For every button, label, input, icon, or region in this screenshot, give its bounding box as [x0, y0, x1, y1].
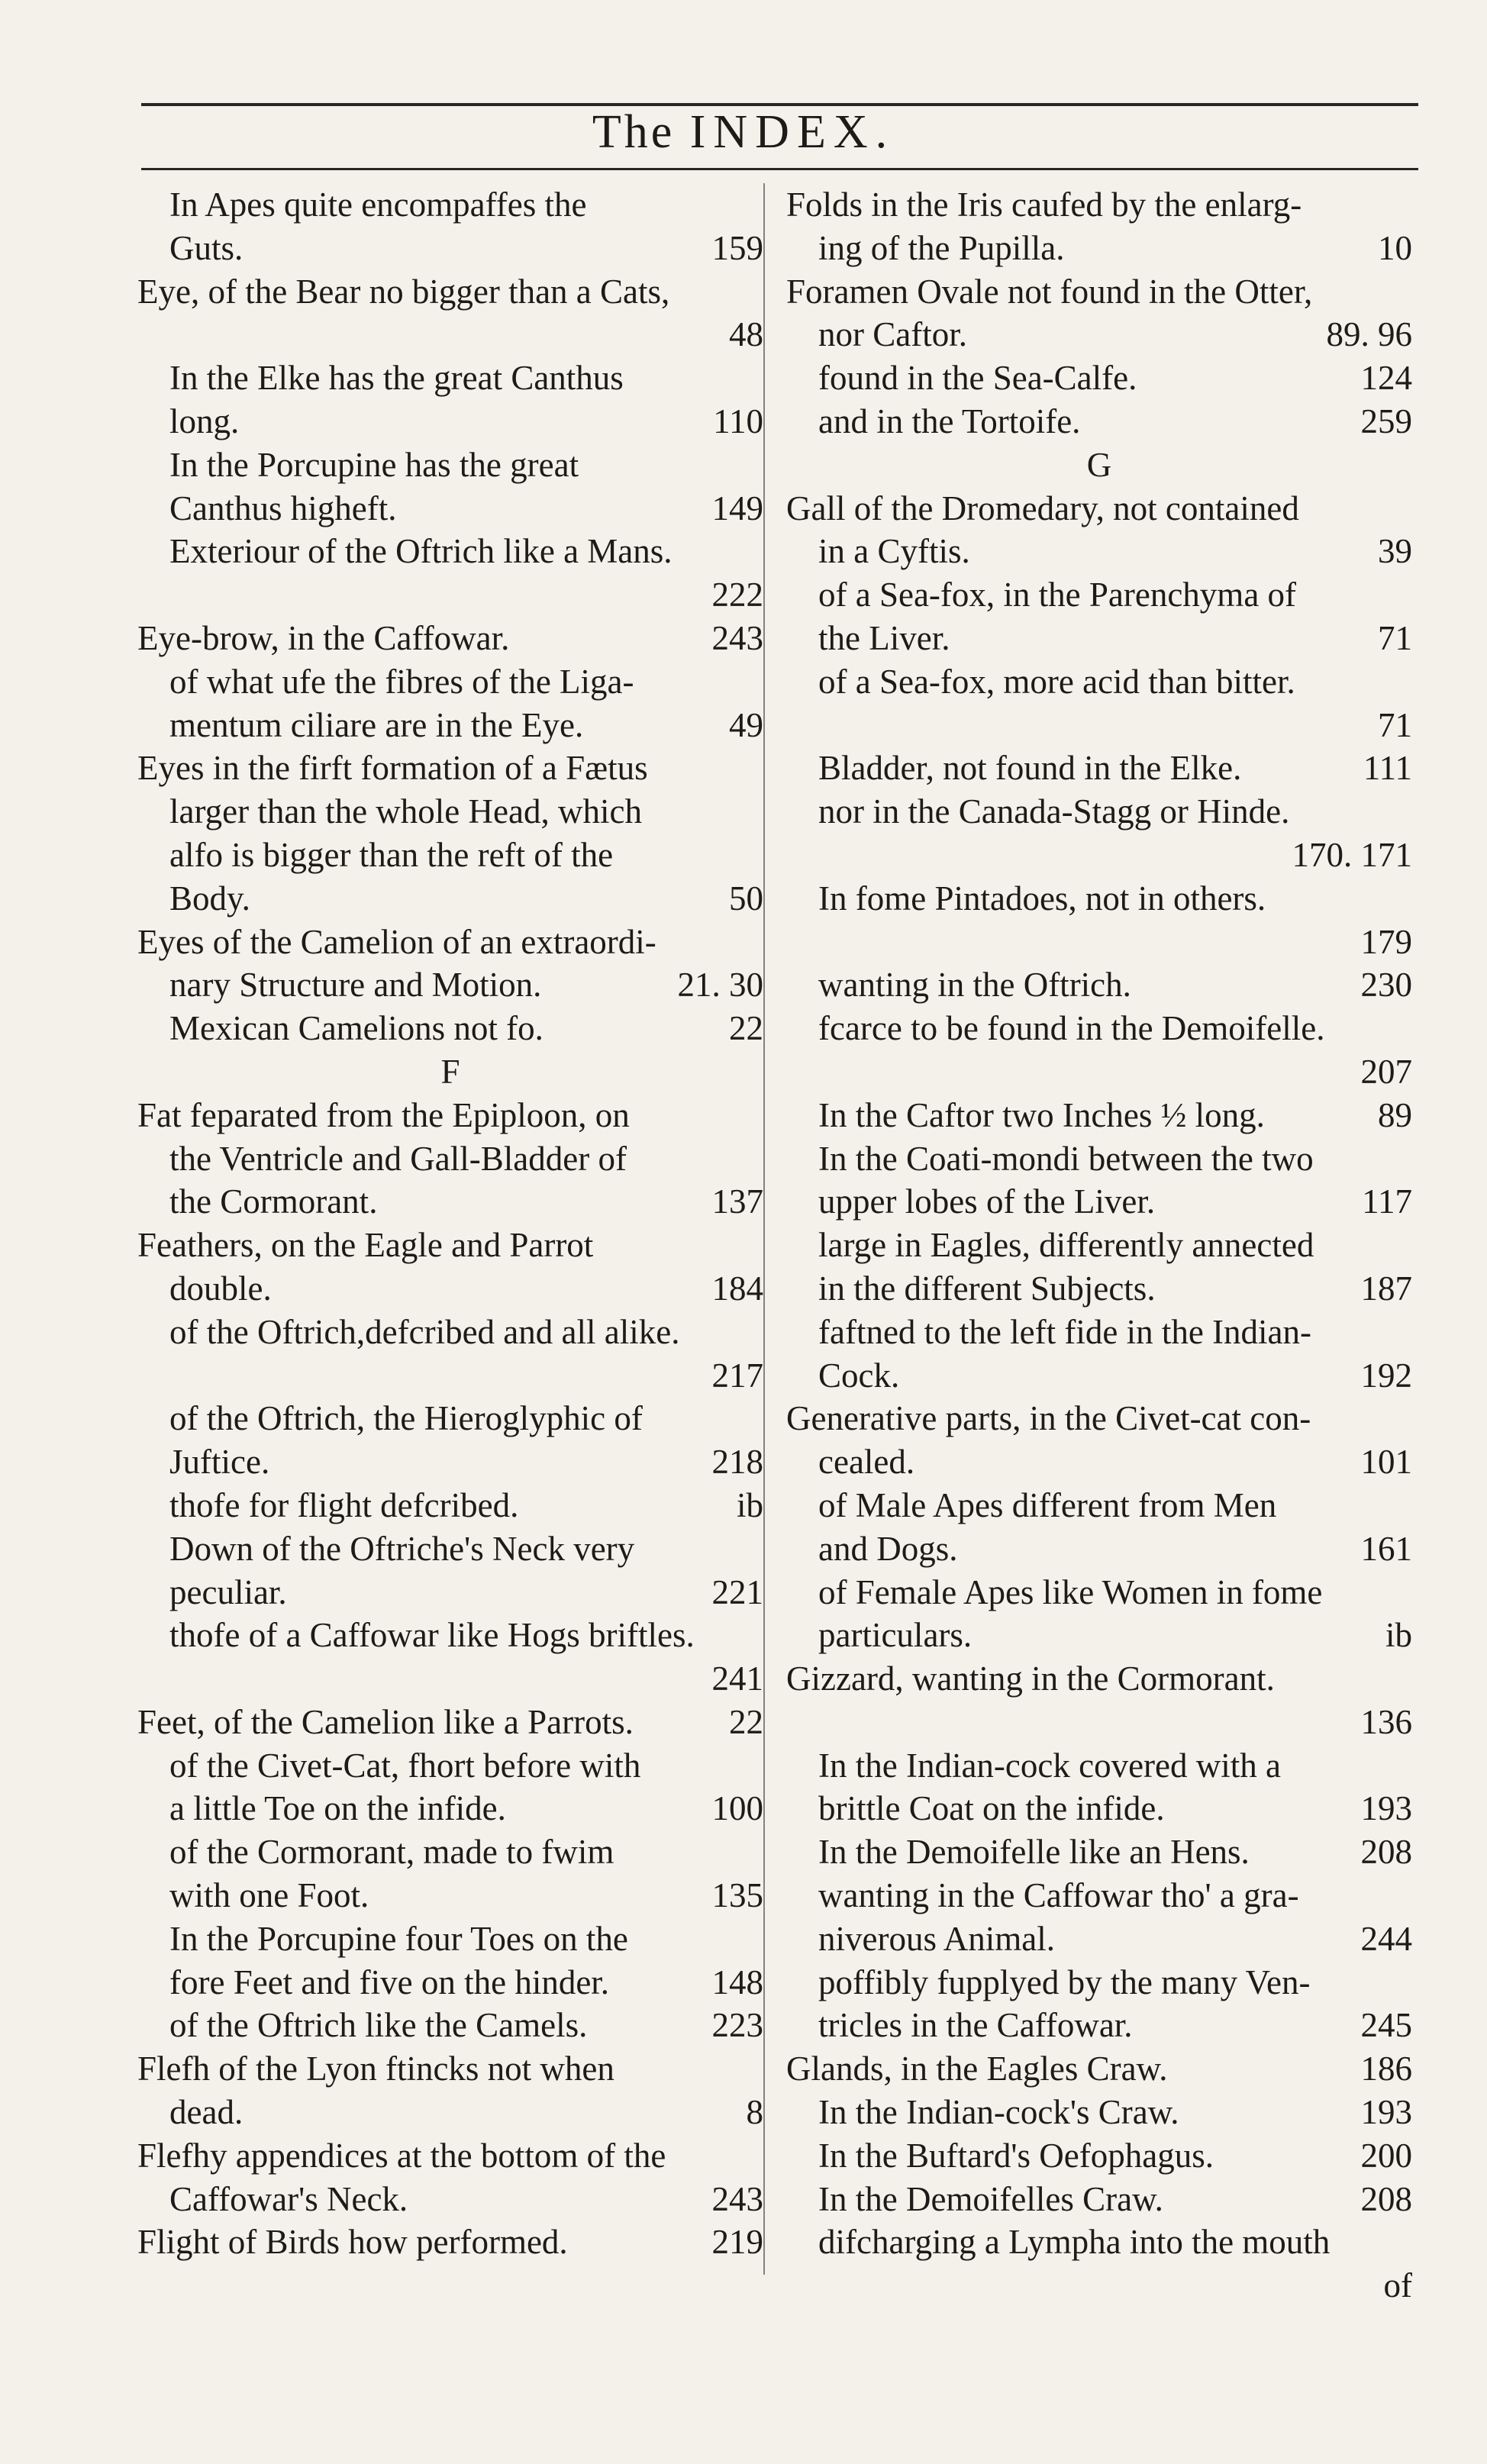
- index-line-text: the Liver.: [818, 618, 950, 657]
- index-page-number: 243: [711, 2179, 763, 2218]
- index-page-number: 22: [729, 1702, 763, 1741]
- index-line-text: and in the Tortoife.: [818, 402, 1081, 440]
- index-line-text: Eyes in the firft formation of a Fætus: [137, 749, 648, 788]
- index-line: [137, 1874, 763, 1917]
- index-line-text: wanting in the Oftrich.: [818, 966, 1131, 1005]
- index-page-number: 200: [1360, 2136, 1412, 2175]
- index-page-number: 137: [711, 1182, 763, 1221]
- index-page-number: 100: [711, 1789, 763, 1828]
- index-line: [137, 747, 763, 790]
- index-line-text: wanting in the Caffowar tho' a gra-: [818, 1876, 1299, 1915]
- index-line: [786, 487, 1412, 531]
- index-page-number: 187: [1360, 1269, 1412, 1308]
- index-line-text: Folds in the Iris caufed by the enlarg-: [786, 185, 1302, 224]
- index-line-text: Guts.: [169, 228, 244, 267]
- index-page-number: 71: [1378, 705, 1412, 744]
- index-line: [137, 313, 763, 356]
- index-page-number: 159: [711, 228, 763, 267]
- index-page-number: 8: [746, 2093, 763, 2132]
- index-line-text: large in Eagles, differently annected: [818, 1226, 1314, 1265]
- index-line-text: of the Oftrich,defcribed and all alike.: [169, 1312, 680, 1351]
- index-line: [786, 1830, 1412, 1874]
- index-page-number: 186: [1360, 2050, 1412, 2088]
- index-line-text: Exteriour of the Oftrich like a Mans.: [169, 532, 673, 571]
- index-page-number: 245: [1360, 2006, 1412, 2045]
- index-line: [137, 2134, 763, 2178]
- index-page-number: 184: [711, 1269, 763, 1308]
- index-line: [137, 443, 763, 487]
- index-line: [137, 1311, 763, 1354]
- header-bottom-rule: [141, 168, 1418, 170]
- index-page-number: 111: [1363, 749, 1412, 788]
- index-page-number: 71: [1378, 618, 1412, 657]
- index-line: [786, 1137, 1412, 1181]
- index-line: [137, 1354, 763, 1398]
- index-line: [786, 1007, 1412, 1050]
- index-line: [137, 1527, 763, 1571]
- index-line: [786, 356, 1412, 400]
- index-line: [786, 704, 1412, 747]
- index-line-text: Eye-brow, in the Caffowar.: [137, 618, 510, 657]
- index-line-text: Juftice.: [169, 1443, 270, 1482]
- index-page-number: 221: [711, 1572, 763, 1611]
- index-page-number: 50: [729, 879, 763, 918]
- index-line-text: Foramen Ovale not found in the Otter,: [786, 272, 1313, 311]
- index-line: [137, 1701, 763, 1744]
- index-line: [786, 2178, 1412, 2221]
- index-page-number: 193: [1360, 2093, 1412, 2132]
- index-line: [137, 183, 763, 227]
- index-line-text: In the Elke has the great Canthus: [169, 359, 624, 398]
- index-page-number: 222: [711, 576, 763, 614]
- index-line: [137, 2091, 763, 2134]
- index-line: [137, 1224, 763, 1267]
- index-line-text: of the Oftrich, the Hieroglyphic of: [169, 1399, 643, 1438]
- index-line: [137, 963, 763, 1007]
- index-line: [137, 487, 763, 531]
- index-line-text: fcarce to be found in the Demoifelle.: [818, 1009, 1325, 1048]
- index-line: [137, 617, 763, 660]
- index-line-text: Down of the Oftriche's Neck very: [169, 1529, 635, 1568]
- index-line-text: In the Buftard's Oefophagus.: [818, 2136, 1214, 2175]
- index-line-text: with one Foot.: [169, 1876, 369, 1915]
- index-line-text: Fat feparated from the Epiploon, on: [137, 1095, 630, 1134]
- index-line-text: Flefhy appendices at the bottom of the: [137, 2136, 666, 2175]
- index-line: [137, 1657, 763, 1701]
- right-column: [786, 183, 1412, 2308]
- index-line: [786, 617, 1412, 660]
- index-line-text: nor in the Canada-Stagg or Hinde.: [818, 792, 1290, 831]
- index-line-text: Caffowar's Neck.: [169, 2179, 408, 2218]
- index-line: [137, 704, 763, 747]
- index-line: [786, 2221, 1412, 2264]
- index-page-number: 136: [1360, 1702, 1412, 1741]
- index-page-number: 179: [1360, 922, 1412, 961]
- index-line: [786, 2047, 1412, 2091]
- index-page-number: 193: [1360, 1789, 1412, 1828]
- index-line: [137, 1440, 763, 1484]
- index-line: [786, 921, 1412, 964]
- index-line: [786, 834, 1412, 877]
- index-line: [786, 2264, 1412, 2308]
- index-page-number: 49: [729, 705, 763, 744]
- index-line: [786, 1180, 1412, 1224]
- index-line: [137, 1484, 763, 1527]
- index-line-text: In the Indian-cock's Craw.: [818, 2093, 1179, 2132]
- index-line: [137, 921, 763, 964]
- index-line: [137, 1787, 763, 1830]
- index-line-text: Gall of the Dromedary, not contained: [786, 489, 1299, 527]
- index-page-number: 39: [1378, 532, 1412, 571]
- index-line: [786, 1614, 1412, 1657]
- index-line-text: Eye, of the Bear no bigger than a Cats,: [137, 272, 670, 311]
- index-line: [786, 1311, 1412, 1354]
- index-line: [137, 356, 763, 400]
- index-page-number: 219: [711, 2223, 763, 2262]
- index-page-number: ib: [1385, 1616, 1412, 1655]
- index-line-text: niverous Animal.: [818, 1919, 1055, 1958]
- index-line-text: of Male Apes different from Men: [818, 1485, 1277, 1524]
- index-line-text: mentum ciliare are in the Eye.: [169, 705, 584, 744]
- index-line-text: In the Coati-mondi between the two: [818, 1139, 1314, 1178]
- index-line-text: a little Toe on the infide.: [169, 1789, 506, 1828]
- index-line-text: In the Porcupine has the great: [169, 445, 579, 484]
- index-page-number: 223: [711, 2006, 763, 2045]
- index-page-number: 208: [1360, 1833, 1412, 1872]
- index-line-text: of the Civet-Cat, fhort before with: [169, 1746, 641, 1785]
- index-line: [786, 660, 1412, 704]
- index-line-text: In Apes quite encompaffes the: [169, 185, 587, 224]
- index-page-number: 110: [713, 402, 763, 440]
- index-line-text: cealed.: [818, 1443, 915, 1482]
- index-line-text: of the Cormorant, made to fwim: [169, 1833, 614, 1872]
- index-line: [786, 1484, 1412, 1527]
- index-line-text: particulars.: [818, 1616, 973, 1655]
- index-page-number: 208: [1360, 2179, 1412, 2218]
- index-page-number: 217: [711, 1356, 763, 1395]
- index-page-number: 135: [711, 1876, 763, 1915]
- index-line: [137, 1830, 763, 1874]
- index-line: [786, 877, 1412, 921]
- index-page-number: 230: [1360, 966, 1412, 1005]
- header-title: INDEX.: [689, 106, 895, 158]
- index-line-text: In the Porcupine four Toes on the: [169, 1919, 628, 1958]
- index-line: [786, 1961, 1412, 2004]
- index-line-text: tricles in the Caffowar.: [818, 2006, 1133, 2045]
- index-line: [786, 1917, 1412, 1961]
- index-line: [786, 1701, 1412, 1744]
- index-line: [137, 573, 763, 617]
- index-line: [786, 1874, 1412, 1917]
- index-line: [137, 2004, 763, 2047]
- index-page-number: 259: [1360, 402, 1412, 440]
- index-line: [786, 1094, 1412, 1137]
- index-line-text: and Dogs.: [818, 1529, 958, 1568]
- index-line-text: poffibly fupplyed by the many Ven-: [818, 1962, 1311, 2001]
- index-line-text: In the Indian-cock covered with a: [818, 1746, 1281, 1785]
- index-line-text: In the Demoifelle like an Hens.: [818, 1833, 1250, 1872]
- index-line-text: nary Structure and Motion.: [169, 966, 542, 1005]
- index-page-number: 124: [1360, 359, 1412, 398]
- index-line: [137, 1094, 763, 1137]
- index-page-number: 117: [1362, 1182, 1412, 1221]
- index-line-text: peculiar.: [169, 1572, 287, 1611]
- index-line-text: G: [1086, 445, 1112, 484]
- index-line: [786, 1571, 1412, 1614]
- index-line-text: Gizzard, wanting in the Cormorant.: [786, 1659, 1275, 1698]
- index-page-number: 148: [711, 1962, 763, 2001]
- index-line: [786, 1744, 1412, 1788]
- index-line-text: of a Sea-fox, more acid than bitter.: [818, 662, 1295, 701]
- index-line-text: In fome Pintadoes, not in others.: [818, 879, 1266, 918]
- index-letter-heading: [786, 443, 1412, 487]
- index-line: [137, 1180, 763, 1224]
- index-line: [786, 1397, 1412, 1440]
- index-line-text: thofe for flight defcribed.: [169, 1485, 519, 1524]
- index-line-text: of a Sea-fox, in the Parenchyma of: [818, 576, 1297, 614]
- index-line: [137, 400, 763, 443]
- index-line-text: F: [440, 1052, 460, 1091]
- column-divider: [763, 183, 765, 2275]
- index-line: [137, 2221, 763, 2264]
- index-line: [786, 790, 1412, 834]
- index-line: [137, 1614, 763, 1657]
- index-line-text: Canthus higheft.: [169, 489, 397, 527]
- index-line: [137, 270, 763, 314]
- index-line-text: upper lobes of the Liver.: [818, 1182, 1156, 1221]
- index-line: [786, 313, 1412, 356]
- index-line-text: double.: [169, 1269, 272, 1308]
- index-line: [786, 530, 1412, 573]
- index-line-text: found in the Sea-Calfe.: [818, 359, 1137, 398]
- index-page-number: 207: [1360, 1052, 1412, 1091]
- index-line: [137, 2178, 763, 2221]
- index-line: [786, 963, 1412, 1007]
- index-line: [786, 400, 1412, 443]
- index-line-text: difcharging a Lympha into the mouth: [818, 2223, 1331, 2262]
- index-line-text: Cock.: [818, 1356, 900, 1395]
- index-line-text: Flefh of the Lyon ftincks not when: [137, 2050, 614, 2088]
- index-line: [137, 1744, 763, 1788]
- index-line-text: of what ufe the fibres of the Liga-: [169, 662, 634, 701]
- index-page-number: of: [1383, 2266, 1412, 2305]
- index-line-text: Flight of Birds how performed.: [137, 2223, 568, 2262]
- index-page-number: 241: [711, 1659, 763, 1698]
- index-line: [137, 2047, 763, 2091]
- index-line: [137, 227, 763, 270]
- index-line: [786, 1527, 1412, 1571]
- index-line-text: brittle Coat on the infide.: [818, 1789, 1165, 1828]
- index-letter-heading: [137, 1050, 763, 1094]
- index-line-text: Glands, in the Eagles Craw.: [786, 2050, 1168, 2088]
- index-line: [137, 1571, 763, 1614]
- index-line-text: fore Feet and five on the hinder.: [169, 1962, 610, 2001]
- index-line-text: Feathers, on the Eagle and Parrot: [137, 1226, 594, 1265]
- index-page-number: 161: [1360, 1529, 1412, 1568]
- index-page-number: 243: [711, 618, 763, 657]
- index-line: [786, 183, 1412, 227]
- index-line: [137, 660, 763, 704]
- index-line: [137, 834, 763, 877]
- index-line: [786, 1224, 1412, 1267]
- index-page-number: 192: [1360, 1356, 1412, 1395]
- index-page-number: 21. 30: [677, 966, 763, 1005]
- index-line-text: long.: [169, 402, 240, 440]
- index-line: [137, 530, 763, 573]
- index-line-text: Eyes of the Camelion of an extraordi-: [137, 922, 656, 961]
- index-line-text: In the Demoifelles Craw.: [818, 2179, 1163, 2218]
- index-line: [786, 1354, 1412, 1398]
- index-line: [137, 1961, 763, 2004]
- index-line-text: in the different Subjects.: [818, 1269, 1156, 1308]
- index-page-number: 89: [1378, 1095, 1412, 1134]
- index-page-number: 149: [711, 489, 763, 527]
- index-page-number: 218: [711, 1443, 763, 1482]
- header-prefix: The: [592, 106, 676, 158]
- index-line: [786, 2004, 1412, 2047]
- index-line-text: of the Oftrich like the Camels.: [169, 2006, 588, 2045]
- index-line-text: larger than the whole Head, which: [169, 792, 642, 831]
- index-line-text: faftned to the left fide in the Indian-: [818, 1312, 1311, 1351]
- index-line: [137, 1397, 763, 1440]
- index-line: [786, 747, 1412, 790]
- index-line: [786, 1657, 1412, 1701]
- index-page-number: 89. 96: [1326, 315, 1412, 354]
- index-line: [786, 573, 1412, 617]
- index-line: [137, 790, 763, 834]
- index-line-text: Bladder, not found in the Elke.: [818, 749, 1242, 788]
- index-line-text: alfo is bigger than the reft of the: [169, 835, 614, 874]
- index-line-text: the Ventricle and Gall-Bladder of: [169, 1139, 627, 1178]
- index-line: [137, 1007, 763, 1050]
- left-column: [137, 183, 763, 2264]
- index-line-text: the Cormorant.: [169, 1182, 378, 1221]
- index-page-number: 22: [729, 1009, 763, 1048]
- index-line: [786, 1787, 1412, 1830]
- index-line-text: nor Caftor.: [818, 315, 967, 354]
- index-line: [137, 1917, 763, 1961]
- index-line-text: In the Caftor two Inches ½ long.: [818, 1095, 1265, 1134]
- index-line: [786, 1267, 1412, 1311]
- index-line: [786, 270, 1412, 314]
- index-line-text: ing of the Pupilla.: [818, 228, 1065, 267]
- index-line-text: Feet, of the Camelion like a Parrots.: [137, 1702, 634, 1741]
- index-page-number: 170. 171: [1292, 835, 1412, 874]
- index-page-number: 101: [1360, 1443, 1412, 1482]
- page-header: [0, 105, 1487, 160]
- index-page-number: 48: [729, 315, 763, 354]
- index-line: [786, 227, 1412, 270]
- index-line: [137, 1267, 763, 1311]
- index-page-number: 244: [1360, 1919, 1412, 1958]
- index-line-text: thofe of a Caffowar like Hogs briftles.: [169, 1616, 695, 1655]
- index-line: [137, 1137, 763, 1181]
- index-line: [786, 1440, 1412, 1484]
- index-line-text: Generative parts, in the Civet-cat con-: [786, 1399, 1311, 1438]
- index-line-text: dead.: [169, 2093, 244, 2132]
- index-line: [786, 1050, 1412, 1094]
- index-page-number: 10: [1378, 228, 1412, 267]
- index-line-text: of Female Apes like Women in fome: [818, 1572, 1323, 1611]
- index-line-text: in a Cyftis.: [818, 532, 970, 571]
- index-line-text: Body.: [169, 879, 250, 918]
- index-line-text: Mexican Camelions not fo.: [169, 1009, 544, 1048]
- index-line: [786, 2134, 1412, 2178]
- index-page-number: ib: [736, 1485, 763, 1524]
- index-line: [137, 877, 763, 921]
- index-line: [786, 2091, 1412, 2134]
